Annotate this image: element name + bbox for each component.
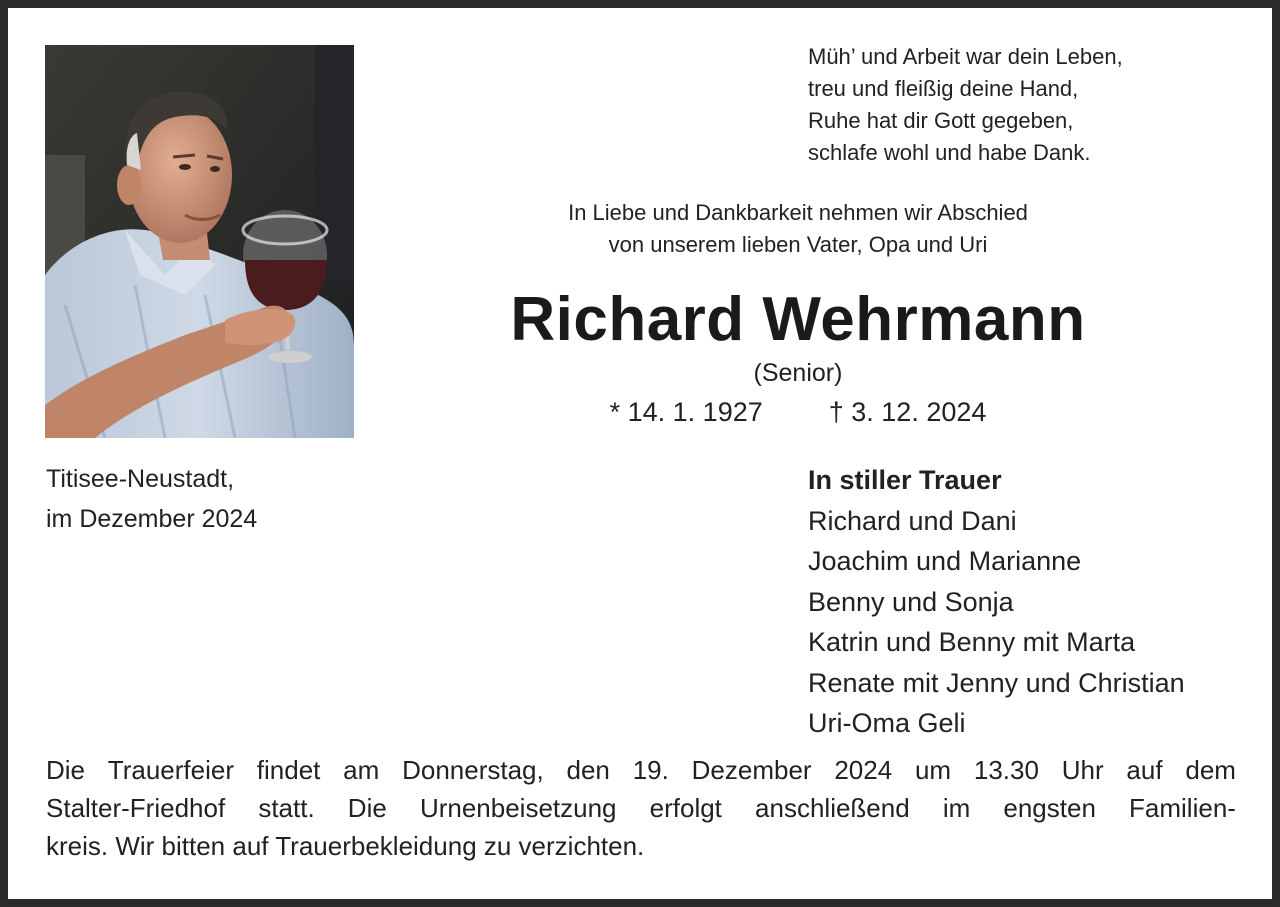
word: findet [256, 755, 321, 785]
mourner-entry: Richard und Dani [808, 505, 1017, 536]
mourner-entry: Renate mit Jenny und Christian [808, 667, 1185, 698]
word: Die [347, 793, 387, 823]
verse-line: Ruhe hat dir Gott gegeben, [808, 108, 1074, 133]
word: Trauerfeier [107, 755, 234, 785]
word: Stalter-Friedhof [46, 793, 226, 823]
word: Urnenbeisetzung [419, 793, 617, 823]
word: 19. [632, 755, 669, 785]
mourners-heading: In stiller Trauer [808, 465, 1002, 495]
word: engsten [1003, 793, 1096, 823]
mourner-entry: Uri-Oma Geli [808, 708, 966, 738]
verse-poem [808, 41, 1123, 169]
mourner-entry: Benny und Sonja [808, 586, 1014, 617]
word: auf [1126, 755, 1163, 785]
word: Donnerstag, [402, 755, 544, 785]
mourners-list [808, 460, 1185, 744]
word: 2024 [834, 755, 893, 785]
portrait-photo [45, 45, 354, 438]
deceased-name: Richard Wehrmann [510, 285, 1086, 354]
ceremony-line-3: kreis. Wir bitten auf Trauerbekleidung zu verzichten. [46, 831, 645, 861]
word: statt. [258, 793, 315, 823]
word: Dezember [691, 755, 812, 785]
word: Die [46, 755, 86, 785]
intro-line: In Liebe und Dankbarkeit nehmen wir Abschied [568, 200, 1028, 225]
intro-line: von unserem lieben Vater, Opa und Uri [608, 232, 988, 257]
word: im [942, 793, 971, 823]
birth-date: * 14. 1. 1927 [609, 397, 763, 427]
mourner-entry: Katrin und Benny mit Marta [808, 627, 1136, 657]
word: Uhr [1061, 755, 1104, 785]
word: anschließend [755, 793, 910, 823]
word: dem [1185, 755, 1236, 785]
verse-line: treu und fleißig deine Hand, [808, 76, 1079, 101]
word: am [343, 755, 380, 785]
verse-line: Müh’ und Arbeit war dein Leben, [808, 44, 1123, 69]
deceased-subtitle: (Senior) [753, 359, 843, 387]
place-line: Titisee-Neustadt, [46, 465, 235, 493]
farewell-intro [348, 197, 1248, 261]
word: Familien- [1129, 793, 1236, 823]
word: den [566, 755, 610, 785]
place-and-date [46, 459, 257, 539]
verse-line: schlafe wohl und habe Dank. [808, 140, 1091, 165]
word: erfolgt [649, 793, 722, 823]
word: 13.30 [973, 755, 1039, 785]
ceremony-line-1 [46, 751, 1236, 789]
death-date: † 3. 12. 2024 [828, 397, 987, 427]
life-dates [348, 395, 1248, 429]
ceremony-line-2 [46, 789, 1236, 827]
obituary-notice [8, 8, 1272, 899]
ceremony-details [46, 751, 1236, 865]
mourner-entry: Joachim und Marianne [808, 546, 1082, 576]
place-line: im Dezember 2024 [46, 505, 258, 533]
word: um [914, 755, 952, 785]
